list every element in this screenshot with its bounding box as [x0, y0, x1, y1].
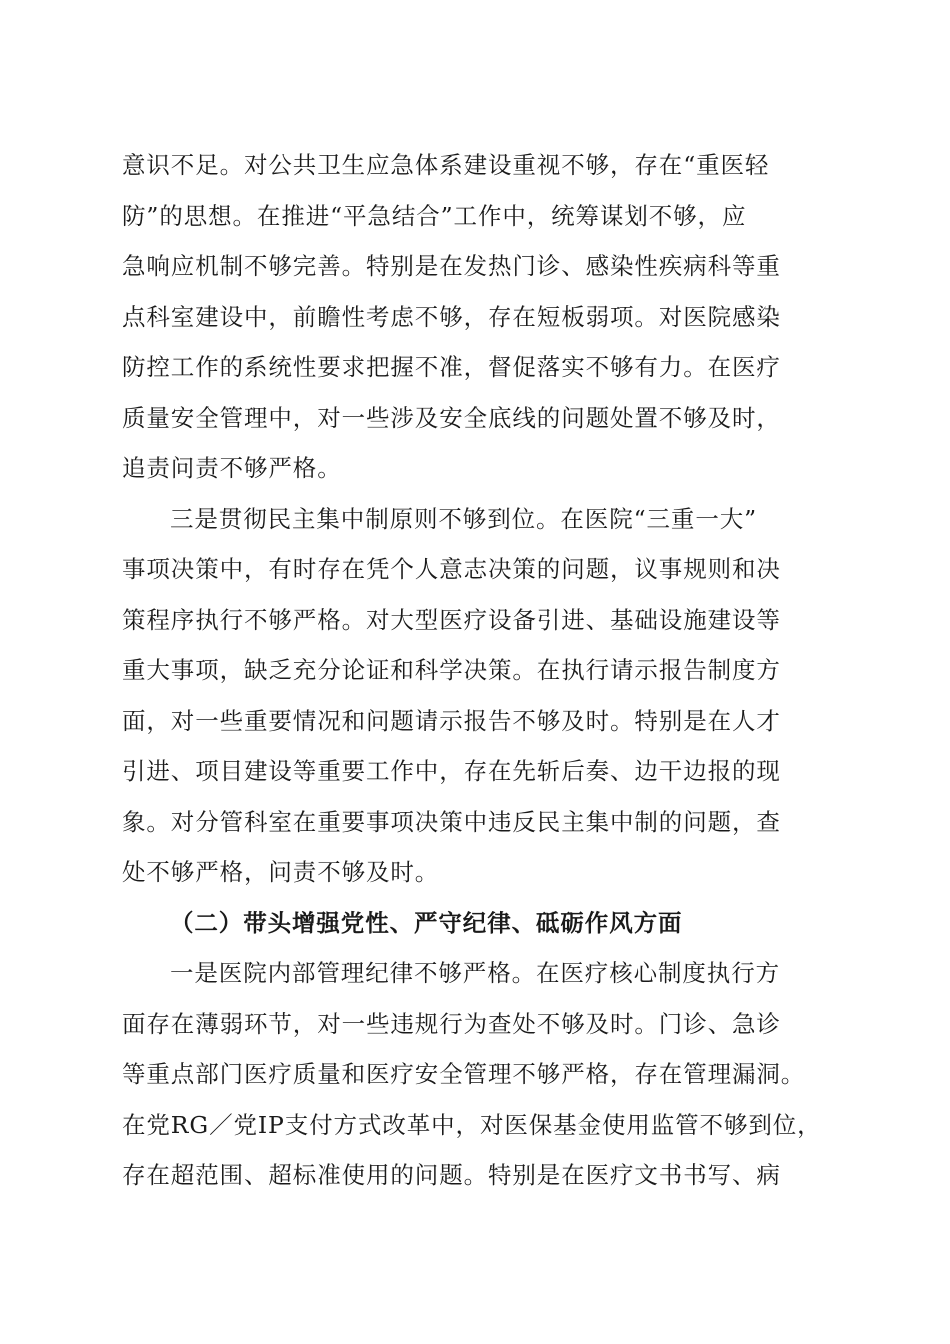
- body-line: 在党RG／党IP支付方式改革中，对医保基金使用监管不够到位，: [122, 1110, 822, 1139]
- body-line: 象。对分管科室在重要事项决策中违反民主集中制的问题，查: [122, 807, 781, 836]
- body-line: 追责问责不够严格。: [122, 454, 342, 482]
- body-line: 存在超范围、超标准使用的问题。特别是在医疗文书书写、病: [122, 1161, 781, 1189]
- body-line: 防”的思想。在推进“平急结合”工作中，统筹谋划不够，应: [122, 201, 747, 230]
- body-line: 重大事项，缺乏充分论证和科学决策。在执行请示报告制度方: [122, 656, 781, 684]
- paragraph-start-line: 三是贯彻民主集中制原则不够到位。在医院“三重一大”: [170, 504, 758, 533]
- body-line: 面存在薄弱环节，对一些违规行为查处不够及时。门诊、急诊: [122, 1009, 781, 1038]
- body-line: 事项决策中，有时存在凭个人意志决策的问题，议事规则和决: [122, 555, 781, 583]
- body-line: 引进、项目建设等重要工作中，存在先斩后奏、边干边报的现: [122, 757, 781, 785]
- body-line: 急响应机制不够完善。特别是在发热门诊、感染性疾病科等重: [122, 252, 781, 280]
- body-line: 面，对一些重要情况和问题请示报告不够及时。特别是在人才: [122, 706, 781, 735]
- body-line: 等重点部门医疗质量和医疗安全管理不够严格，存在管理漏洞。: [122, 1060, 806, 1088]
- body-line: 策程序执行不够严格。对大型医疗设备引进、基础设施建设等: [122, 605, 781, 634]
- body-line: 防控工作的系统性要求把握不准，督促落实不够有力。在医疗: [122, 353, 781, 381]
- body-line: 处不够严格，问责不够及时。: [122, 858, 440, 886]
- paragraph-start-line: 一是医院内部管理纪律不够严格。在医疗核心制度执行方: [170, 959, 780, 987]
- section-heading: （二）带头增强党性、严守纪律、砥砺作风方面: [170, 908, 683, 937]
- document-body: [122, 140, 830, 1201]
- body-line: 意识不足。对公共卫生应急体系建设重视不够，存在“重医轻: [122, 151, 770, 179]
- body-line: 点科室建设中，前瞻性考虑不够，存在短板弱项。对医院感染: [122, 302, 781, 331]
- body-line: 质量安全管理中，对一些涉及安全底线的问题处置不够及时，: [122, 403, 781, 432]
